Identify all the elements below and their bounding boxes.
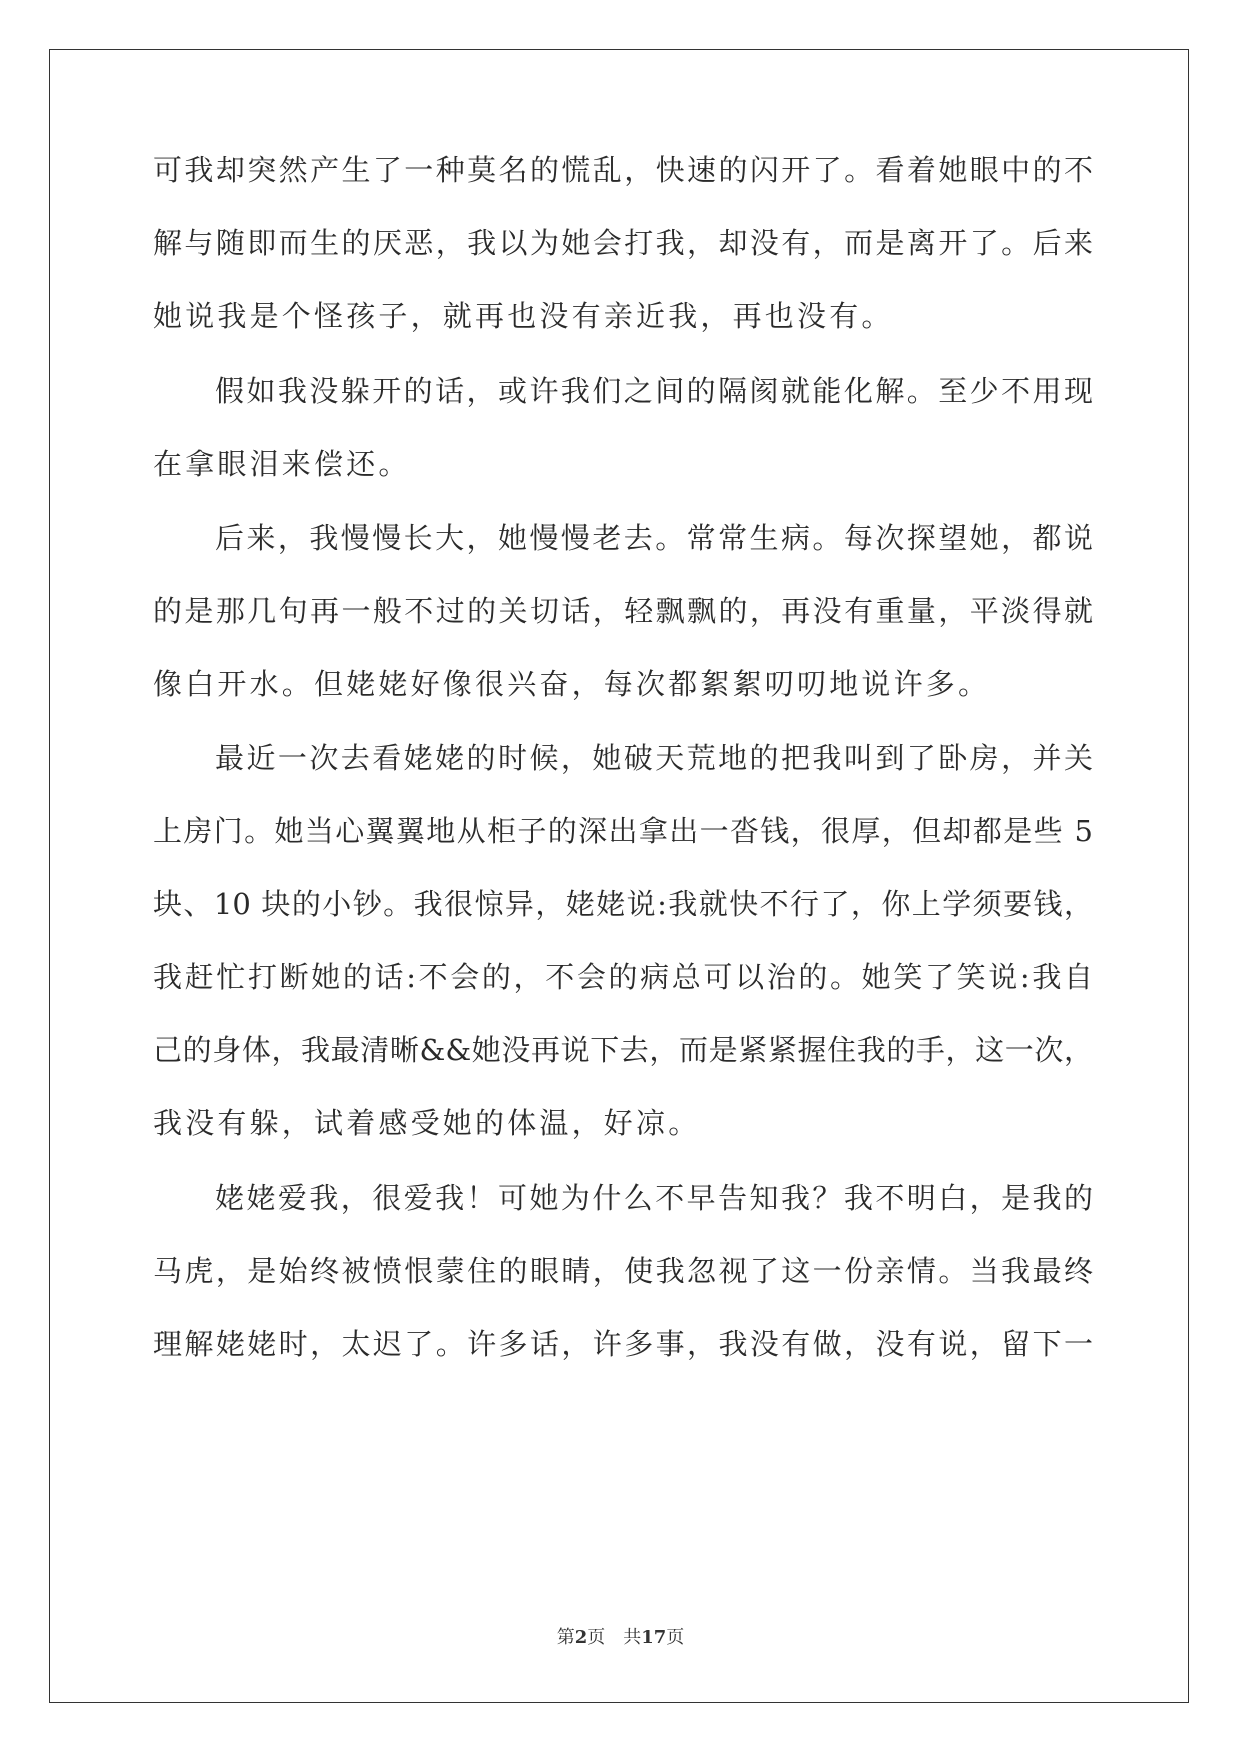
page-footer	[0, 1626, 1241, 1650]
text-line: 解与随即而生的厌恶，我以为她会打我，却没有，而是离开了。后来	[153, 226, 1093, 260]
text-line: 块、10 块的小钞。我很惊异，姥姥说:我就快不行了，你上学须要钱，	[153, 887, 1093, 921]
paragraph-first-line: 最近一次去看姥姥的时候，她破天荒地的把我叫到了卧房，并关	[215, 741, 1093, 775]
text-line: 可我却突然产生了一种莫名的慌乱，快速的闪开了。看着她眼中的不	[153, 153, 1093, 187]
text-line: 理解姥姥时，太迟了。许多话，许多事，我没有做，没有说，留下一	[153, 1327, 1093, 1361]
paragraph-first-line: 假如我没躲开的话，或许我们之间的隔阂就能化解。至少不用现	[215, 374, 1093, 408]
text-line: 她说我是个怪孩子，就再也没有亲近我，再也没有。	[153, 299, 894, 333]
paragraph-first-line: 后来，我慢慢长大，她慢慢老去。常常生病。每次探望她，都说	[215, 521, 1093, 555]
text-line: 像白开水。但姥姥好像很兴奋，每次都絮絮叨叨地说许多。	[153, 667, 991, 701]
page-total: 17	[641, 1627, 667, 1648]
text-line: 我赶忙打断她的话:不会的，不会的病总可以治的。她笑了笑说:我自	[153, 960, 1093, 994]
text-line: 我没有躲，试着感受她的体温，好凉。	[153, 1106, 701, 1140]
text-line: 的是那几句再一般不过的关切话，轻飘飘的，再没有重量，平淡得就	[153, 594, 1093, 628]
text-line: 己的身体，我最清晰&&她没再说下去，而是紧紧握住我的手，这一次，	[153, 1033, 1093, 1067]
page-label-suffix: 页	[666, 1627, 685, 1648]
page-label-prefix: 第	[556, 1627, 575, 1648]
text-line: 在拿眼泪来偿还。	[153, 447, 411, 481]
page-number: 2	[574, 1627, 588, 1648]
text-line: 上房门。她当心翼翼地从柜子的深出拿出一沓钱，很厚，但却都是些 5	[153, 814, 1093, 848]
paragraph-first-line: 姥姥爱我，很爱我！可她为什么不早告知我？我不明白，是我的	[215, 1181, 1093, 1215]
text-line: 马虎，是始终被愤恨蒙住的眼睛，使我忽视了这一份亲情。当我最终	[153, 1254, 1093, 1288]
page-label-mid: 页 共	[587, 1627, 642, 1648]
